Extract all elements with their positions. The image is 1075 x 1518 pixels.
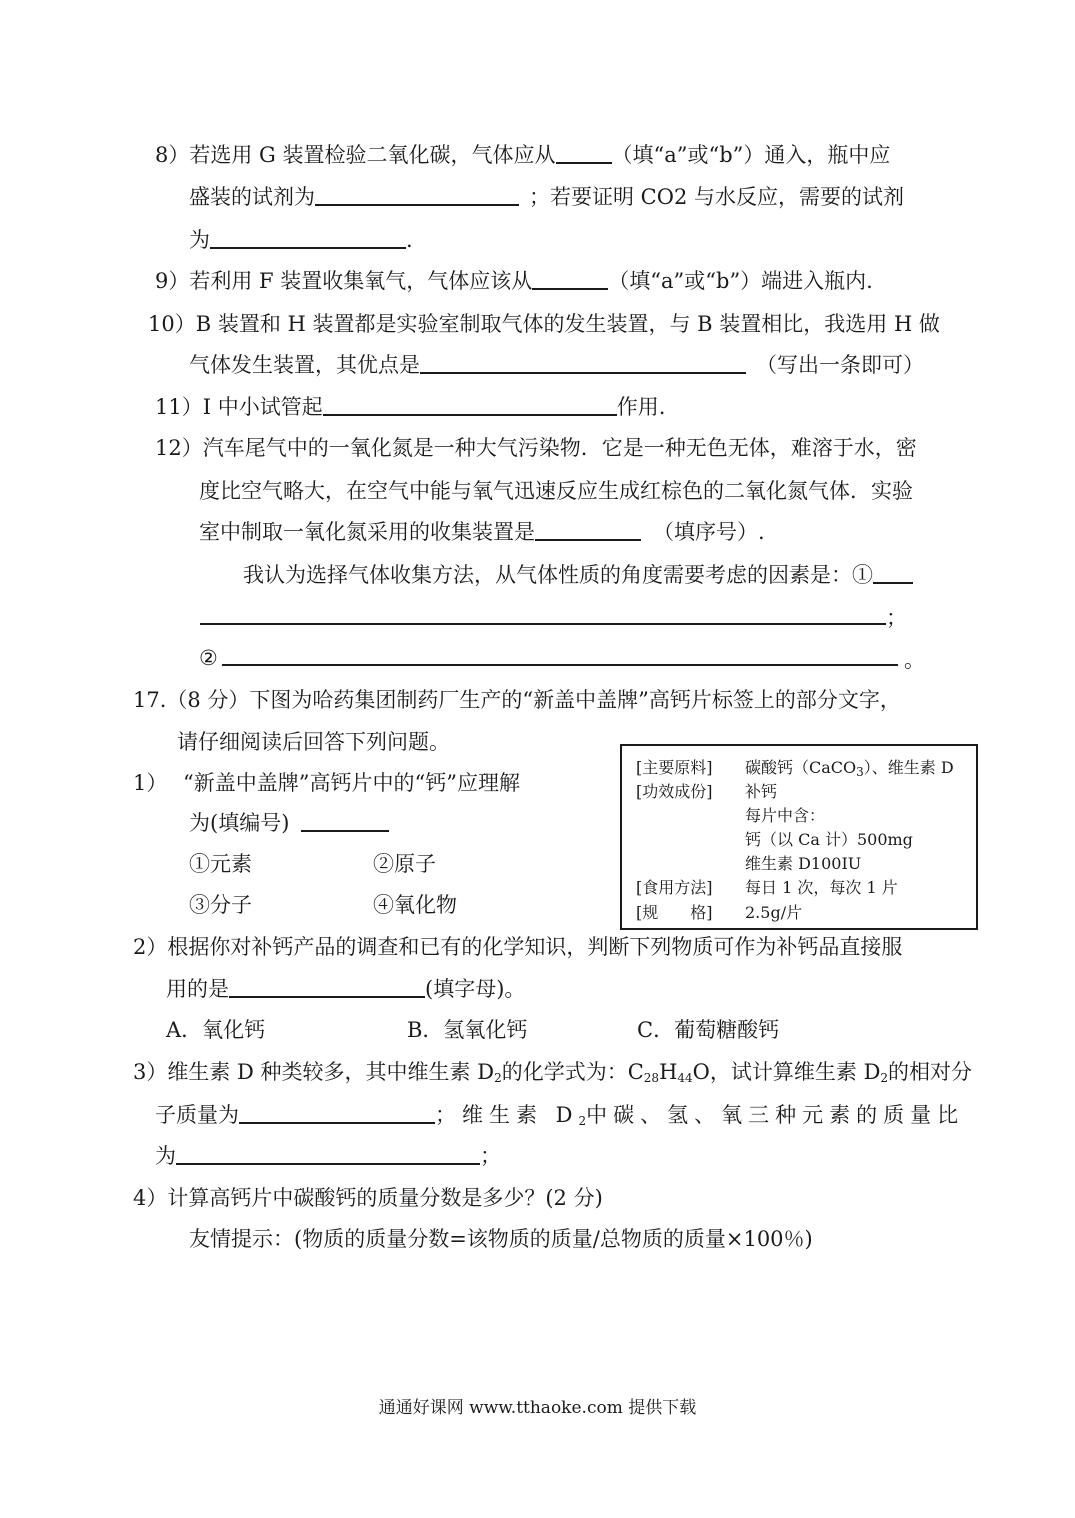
q11-text: 11）I 中小试管起 — [155, 395, 323, 419]
answer-line[interactable] — [222, 664, 898, 666]
q12-line2 — [199, 476, 913, 506]
q12-line3 — [199, 517, 765, 547]
q12-period: 。 — [904, 648, 925, 672]
label-value: 2.5g/片 — [745, 903, 803, 922]
q17-s1-line2 — [189, 808, 389, 838]
label-row-ingredients — [636, 757, 713, 779]
q11-text: 作用. — [616, 395, 666, 419]
q17-text: 请仔细阅读后回答下列问题。 — [177, 730, 450, 754]
q17-s2-line2 — [166, 974, 525, 1004]
q17-s3-line2: 子质量为 ；维生素 $D_2$中碳、氢、氧三种元素的质量比 — [155, 1100, 964, 1130]
answer-blank[interactable] — [176, 1141, 480, 1165]
answer-blank[interactable] — [532, 266, 608, 290]
q17-intro-line2 — [177, 727, 450, 757]
option-4: ④氧化物 — [373, 893, 457, 917]
label-value: 补钙 — [745, 782, 778, 801]
q17-s1-number: 1） — [133, 771, 168, 795]
q17-s3-line3: 为 ； — [155, 1141, 501, 1171]
q12-text: 度比空气略大，在空气中能与氧气迅速反应生成红棕色的二氧化氮气体．实验 — [199, 479, 913, 503]
q12-text: 室中制取一氧化氮采用的收集装置是 — [199, 520, 535, 544]
answer-blank[interactable] — [301, 808, 389, 832]
q9-text: 9）若利用 F 装置收集氧气，气体应该从 — [155, 269, 533, 293]
label-value: 钙（以 Ca 计）500mg — [745, 830, 913, 849]
q17-text: 为(填编号) — [189, 811, 290, 835]
answer-blank[interactable] — [556, 140, 612, 164]
q8-line2 — [189, 182, 904, 212]
label-value: 维生素 D100IU — [745, 854, 862, 873]
option-1: ①元素 — [189, 852, 252, 876]
q8-line1 — [155, 140, 890, 170]
product-label-box — [620, 744, 978, 930]
q10-line2 — [189, 350, 924, 380]
q10-text: （写出一条即可） — [756, 353, 924, 377]
q12-text: （填序号）. — [653, 520, 765, 544]
q8-line3 — [189, 225, 413, 255]
q17-intro-line1 — [133, 685, 901, 715]
q12-text: 我认为选择气体收集方法，从气体性质的角度需要考虑的因素是：① — [243, 563, 873, 587]
q9-text: （填“a”或“b”）端进入瓶内. — [608, 269, 873, 293]
answer-line[interactable] — [200, 623, 886, 625]
label-value: 每片中含： — [745, 806, 826, 825]
q8-text: . — [406, 228, 413, 252]
q17-text: (填字母)。 — [425, 977, 526, 1001]
label-key: [功效成份] — [636, 782, 713, 801]
option-3: ③分子 — [189, 893, 252, 917]
q8-text: 为 — [189, 228, 210, 252]
q10-text: 气体发生装置，其优点是 — [189, 353, 420, 377]
q17-s2-line1: 2）根据你对补钙产品的调查和已有的化学知识，判断下列物质可作为补钙品直接服 — [133, 935, 903, 959]
q8-text: （填“a”或“b”）通入，瓶中应 — [611, 143, 891, 167]
label-value-ingredients: 碳酸钙（CaCO$_3$）、维生素 D — [745, 758, 954, 779]
answer-blank[interactable] — [535, 517, 641, 541]
answer-blank[interactable] — [210, 225, 406, 249]
q8-text: ；若要证明 CO2 与水反应，需要的试剂 — [529, 185, 904, 209]
q17-text: 用的是 — [166, 977, 229, 1001]
q17-s3-line1: 3）维生素 D 种类较多，其中维生素 $D_2$的化学式为：$C_{28}H_{44}O$，试计算维生素 $D_2$的相对分 — [133, 1060, 973, 1085]
q12-item2-marker: ② — [199, 646, 218, 670]
q8-text: 盛装的试剂为 — [189, 185, 315, 209]
q17-s1-text: “新盖中盖牌”高钙片中的“钙”应理解 — [183, 771, 520, 795]
option-b: B．氢氧化钙 — [407, 1018, 528, 1042]
label-value: 每日 1 次，每次 1 片 — [745, 878, 898, 897]
answer-blank[interactable] — [229, 974, 425, 998]
q10-line1 — [148, 309, 940, 339]
q12-line4 — [243, 560, 913, 590]
answer-blank[interactable] — [239, 1100, 435, 1124]
q12-text: 12）汽车尾气中的一氧化氮是一种大气污染物．它是一种无色无体，难溶于水，密 — [155, 436, 917, 460]
answer-blank[interactable] — [420, 350, 746, 374]
option-c: C．葡萄糖酸钙 — [637, 1018, 780, 1042]
label-key: [食用方法] — [636, 878, 713, 897]
q8-text: 8）若选用 G 装置检验二氧化碳，气体应从 — [155, 143, 556, 167]
q11-line — [155, 392, 665, 422]
q12-line1 — [155, 433, 917, 463]
page-footer: 通通好课网 www.tthaoke.com 提供下载 — [378, 1398, 697, 1418]
q17-text: 17.（8 分）下图为哈药集团制药厂生产的“新盖中盖牌”高钙片标签上的部分文字， — [133, 688, 901, 712]
q12-semicolon: ； — [886, 606, 907, 630]
q17-s4-hint: 友情提示：(物质的质量分数=该物质的质量/总物质的质量×100％) — [189, 1227, 813, 1251]
label-key: [规 格] — [636, 903, 713, 922]
q9-line — [155, 266, 873, 296]
answer-blank[interactable] — [873, 560, 913, 584]
q10-text: 10）B 装置和 H 装置都是实验室制取气体的发生装置，与 B 装置相比，我选用 H 做 — [148, 312, 940, 336]
q17-s4-line1: 4）计算高钙片中碳酸钙的质量分数是多少？(2 分) — [133, 1186, 603, 1210]
option-a: A．氧化钙 — [166, 1018, 266, 1042]
label-key: [主要原料] — [636, 758, 713, 777]
answer-blank[interactable] — [323, 392, 617, 416]
answer-blank[interactable] — [315, 182, 519, 206]
option-2: ②原子 — [373, 852, 436, 876]
